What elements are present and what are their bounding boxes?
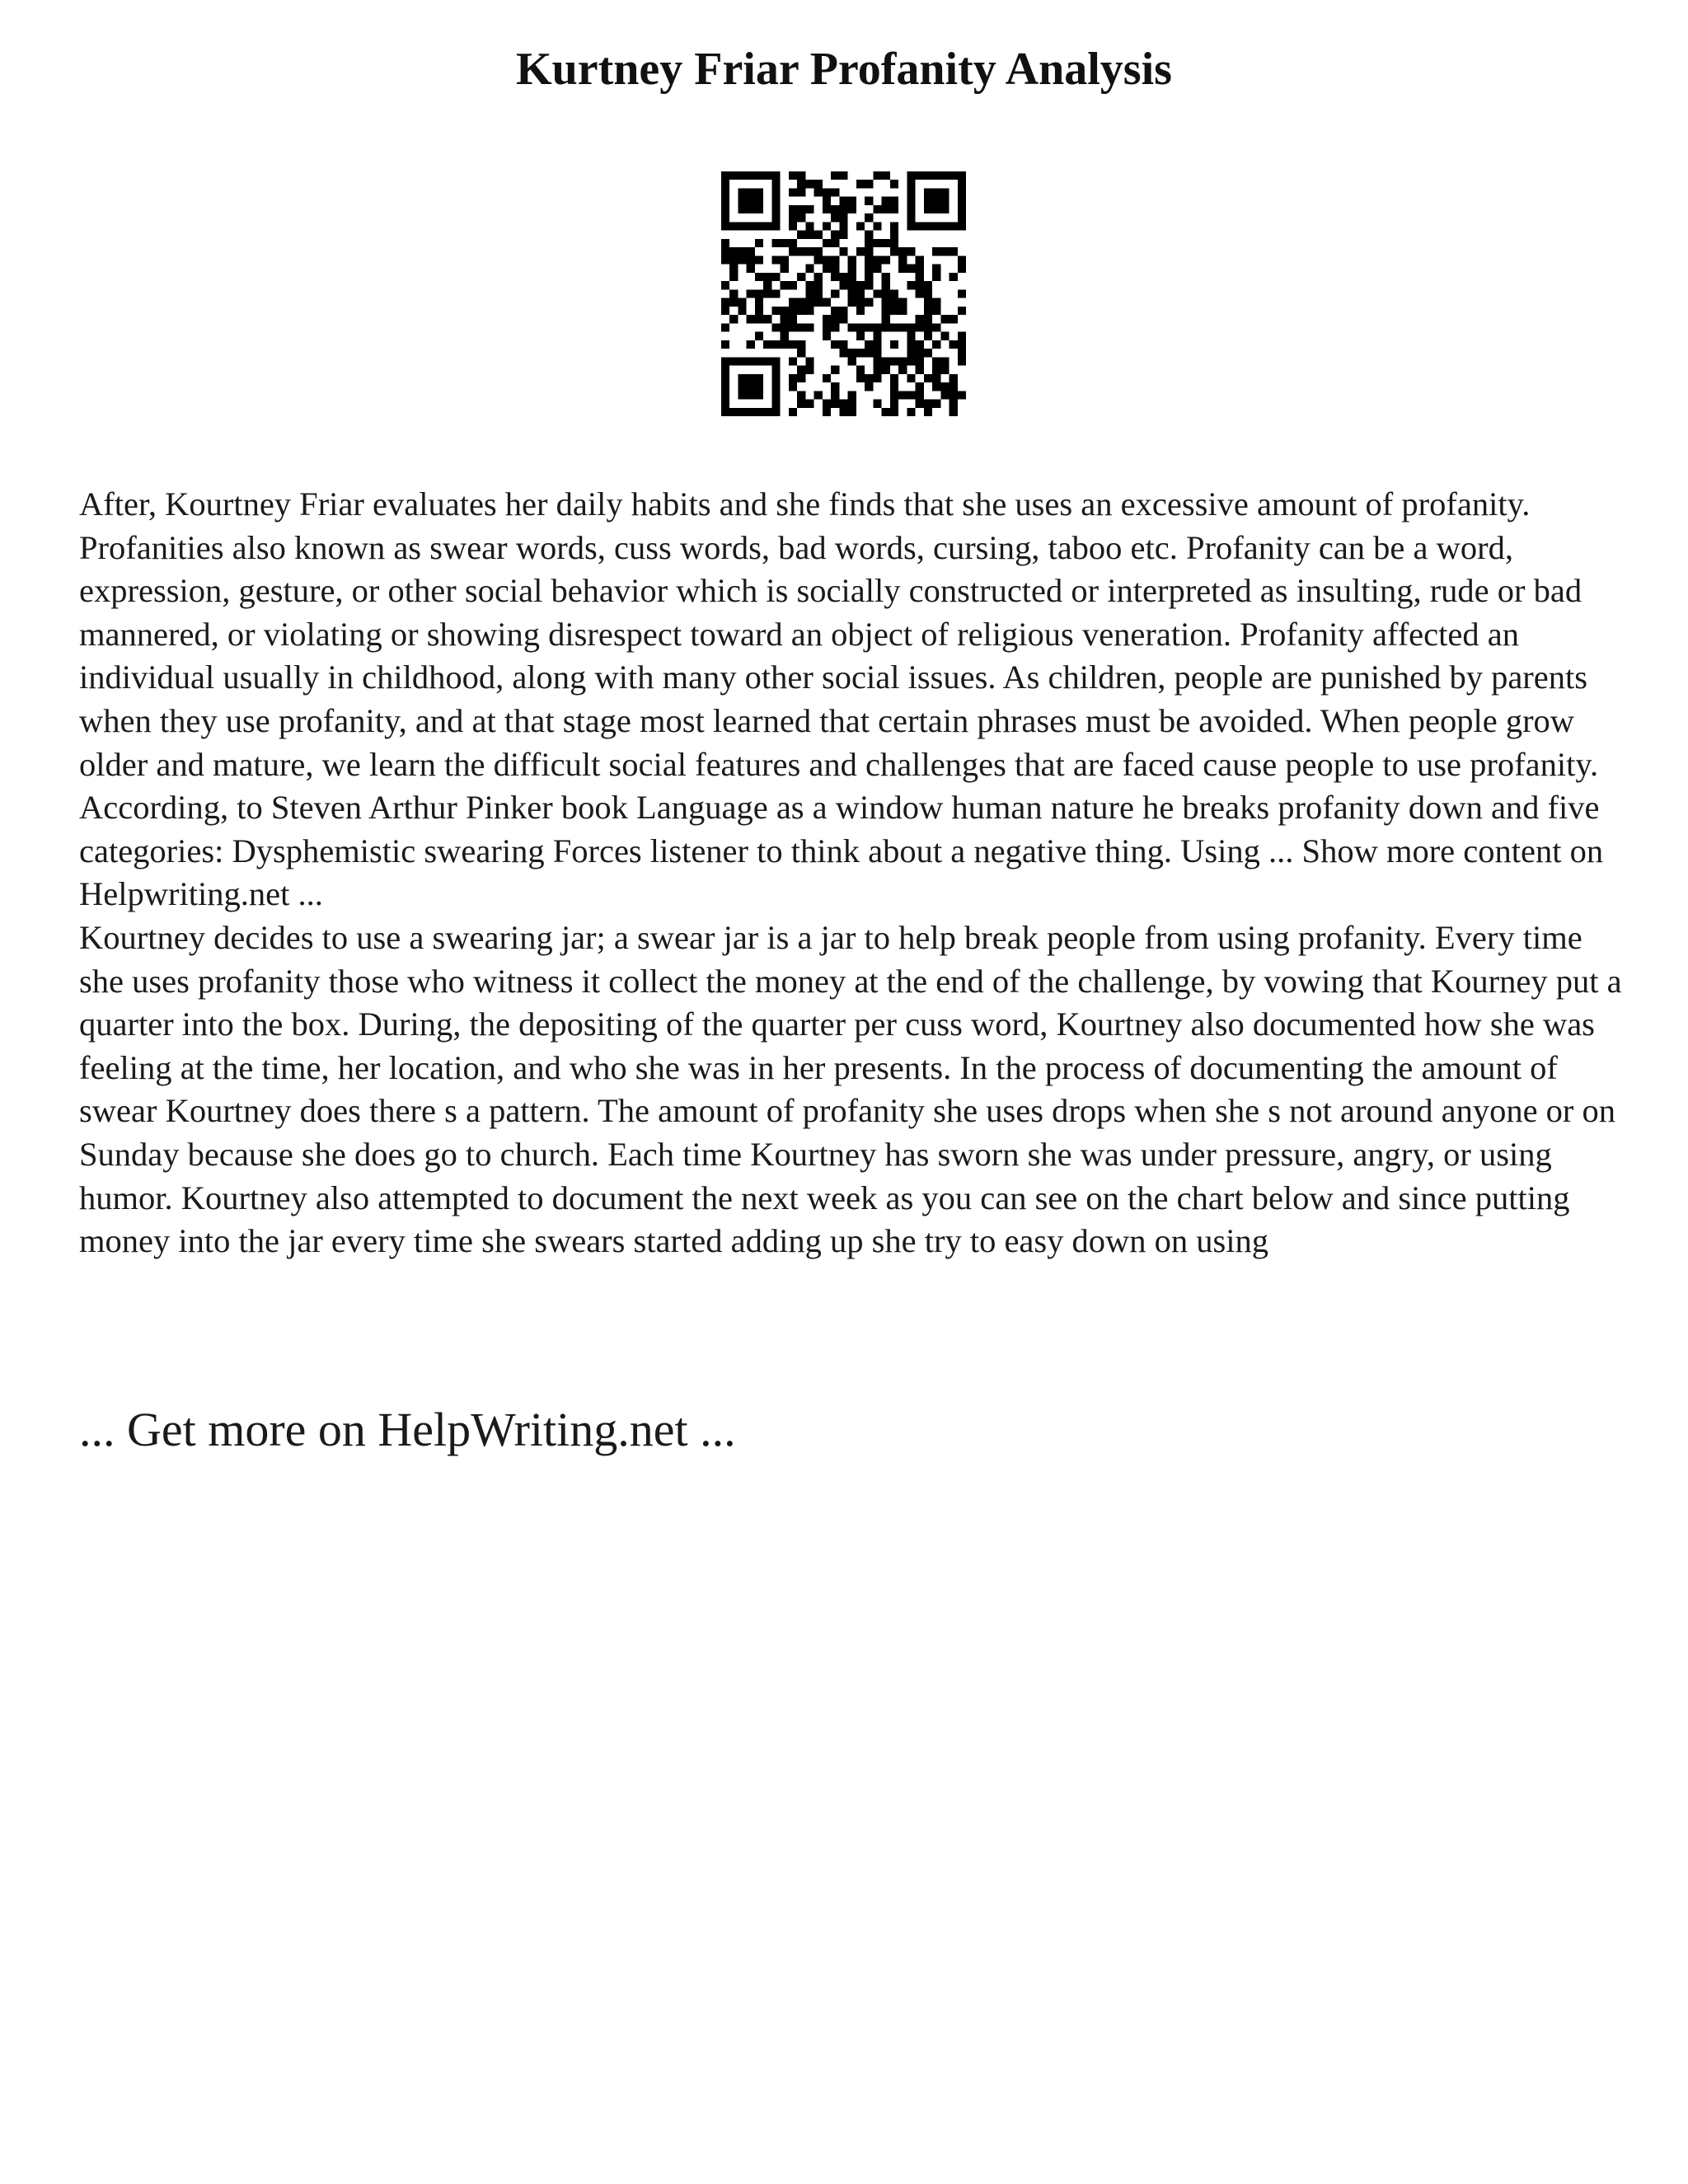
paragraph: According, to Steven Arthur Pinker book Language as a window human nature he breaks profanity down and five categories: Dysphemistic swearing Forces listener to think about a negative thing. Using ... Show more content on Helpwriting.net ... — [79, 789, 1604, 913]
paragraph: After, Kourtney Friar evaluates her daily habits and she finds that she uses an excessive amount of profanity. Profanities also known as swear words, cuss words, bad words, cursing, taboo etc. Profanity can be a word, expression, gesture, or other social behavior which is socially constructed or interpreted as insulting, rude or bad mannered, or violating or showing disrespect toward an object of religious veneration. Profanity affected an individual usually in childhood, along with many other social issues. As children, people are punished by parents when they use profanity, and at that stage most learned that certain phrases must be avoided. When people grow older and mature, we learn the difficult social features and challenges that are faced cause people to use profanity. — [79, 485, 1599, 783]
qr-code-icon — [721, 171, 966, 416]
article-body — [79, 483, 1629, 1263]
page-title: Kurtney Friar Profanity Analysis — [516, 44, 1172, 95]
paragraph: Kourtney decides to use a swearing jar; a swear jar is a jar to help break people from using profanity. Every time she uses profanity those who witness it collect the money at the end of the challenge, by vowing that Kourney put a quarter into the box. During, the depositing of the quarter per cuss word, Kourtney also documented how she was feeling at the time, her location, and who she was in her presents. In the process of documenting the amount of swear Kourtney does there s a pattern. The amount of profanity she uses drops when she s not around anyone or on Sunday because she does go to church. Each time Kourtney has sworn she was under pressure, angry, or using humor. Kourtney also attempted to document the next week as you can see on the chart below and since putting money into the jar every time she swears started adding up she try to easy down on using — [79, 918, 1622, 1260]
get-more-link[interactable]: ... Get more on HelpWriting.net ... — [79, 1403, 736, 1456]
